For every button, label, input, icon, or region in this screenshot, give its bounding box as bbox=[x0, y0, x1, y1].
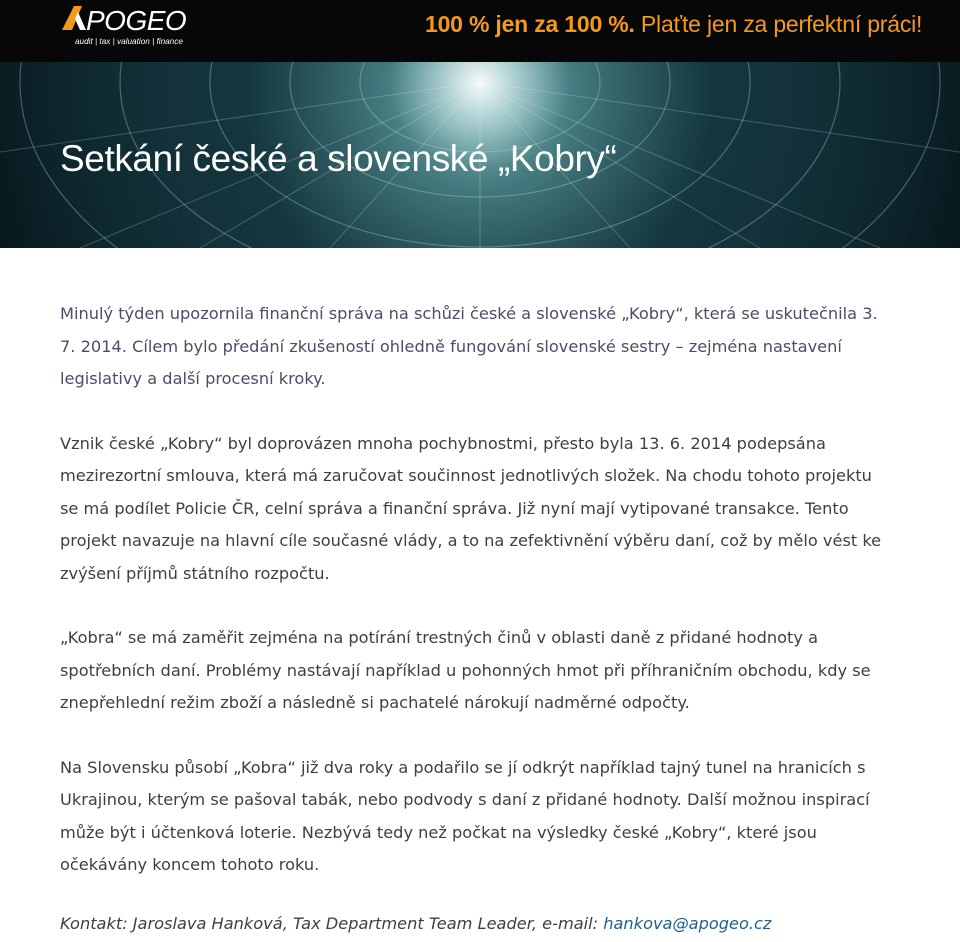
tagline-rest: Plaťte jen za perfektní práci! bbox=[634, 11, 923, 37]
logo-graphic bbox=[58, 2, 208, 54]
contact-label: Kontakt: Jaroslava Hanková, Tax Department Team Leader, e-mail: bbox=[60, 914, 604, 933]
top-bar bbox=[0, 0, 960, 62]
article-paragraph: Na Slovensku působí „Kobra“ již dva roky a podařilo se jí odkrýt například tajný tunel na hranicích s Ukrajinou, kterým se pašoval tabák, nebo podvody s daní z přidané hodnoty. Další možnou inspirací může být i účtenková loterie. Nezbývá tedy než počkat na výsledky české „Kobry“, které jsou očekávány koncem tohoto roku. bbox=[60, 757, 870, 874]
page-title: Setkání české a slovenské „Kobry“ bbox=[60, 138, 617, 179]
article-body bbox=[60, 298, 890, 914]
logo-subtext: audit | tax | valuation | finance bbox=[75, 37, 183, 46]
contact-email-link[interactable]: hankova@apogeo.cz bbox=[603, 914, 772, 933]
hero-banner bbox=[0, 62, 960, 248]
contact-line bbox=[60, 914, 771, 933]
article-paragraph: Minulý týden upozornila finanční správa na schůzi české a slovenské „Kobry“, která se uskutečnila 3. 7. 2014. Cílem bylo předání zkušeností ohledně fungování slovenské sestry – zejména nastavení legislativy a další procesní kroky. bbox=[60, 304, 878, 388]
apogeo-logo[interactable] bbox=[58, 2, 208, 54]
article-paragraph: „Kobra“ se má zaměřit zejména na potírání trestných činů v oblasti daně z přidané hodnoty a spotřebních daní. Problémy nastávají například u pohonných hmot při příhraničním obchodu, kdy se znepřehlední režim zboží a následně si pachatelé nárokují nadměrné odpočty. bbox=[60, 628, 871, 712]
article-paragraph: Vznik české „Kobry“ byl doprovázen mnoha pochybnostmi, přesto byla 13. 6. 2014 podepsána mezirezortní smlouva, která má zaručovat součinnost jednotlivých složek. Na chodu tohoto projektu se má podílet Policie ČR, celní správa a finanční správa. Již nyní mají vytipované transakce. Tento projekt navazuje na hlavní cíle současné vlády, a to na zefektivnění výběru daní, což by mělo vést ke zvýšení příjmů státního rozpočtu. bbox=[60, 433, 882, 583]
svg-text:POGEO: POGEO bbox=[86, 5, 187, 36]
header-tagline bbox=[425, 9, 922, 39]
tagline-highlight: 100 % jen za 100 %. bbox=[425, 11, 635, 37]
